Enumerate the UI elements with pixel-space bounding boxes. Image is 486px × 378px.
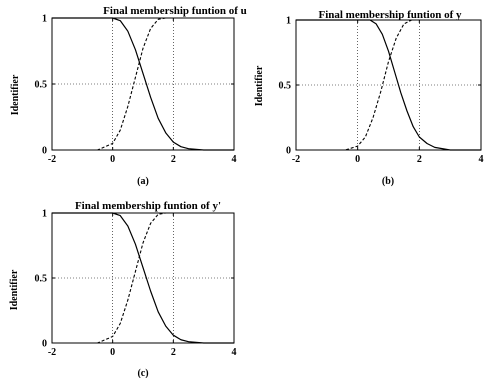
panel-a-plot xyxy=(35,14,237,166)
panel-c-caption: (c) xyxy=(137,368,149,378)
panel-b-ylabel: Identifier xyxy=(254,65,265,107)
panel-c-xtick-label-0: -2 xyxy=(47,347,57,358)
panel-c-xtick-label-3: 4 xyxy=(231,347,237,358)
panel-c-ytick-label-2: 1 xyxy=(42,208,47,220)
panel-a xyxy=(10,5,247,187)
panel-b-plot xyxy=(279,16,484,166)
panel-c-plot xyxy=(35,209,237,359)
panel-c-xtick-label-2: 2 xyxy=(170,347,176,358)
panel-a-xtick-label-3: 4 xyxy=(231,154,237,165)
panel-c-ytick-label-1: 0.5 xyxy=(34,273,47,285)
panel-b-ytick-label-1: 0.5 xyxy=(278,80,291,92)
panel-a-ytick-label-1: 0.5 xyxy=(34,79,47,91)
panel-a-xtick-label-0: -2 xyxy=(47,154,57,165)
panel-b-ytick-label-2: 1 xyxy=(286,15,291,27)
panel-a-ytick-label-2: 1 xyxy=(42,13,47,25)
panel-b-caption: (b) xyxy=(381,176,395,187)
panel-b-title: Final membership funtion of y xyxy=(318,9,462,21)
panel-c-ylabel: Identifier xyxy=(9,269,20,311)
panel-c-ytick-label-0: 0 xyxy=(42,338,47,350)
panel-c xyxy=(9,200,237,378)
panel-a-xtick-label-1: 0 xyxy=(110,154,116,165)
panel-a-xtick-label-2: 2 xyxy=(170,154,176,165)
panel-b-xtick-label-2: 2 xyxy=(416,154,422,165)
panel-b-ytick-label-0: 0 xyxy=(286,145,291,157)
panel-c-title: Final membership funtion of y' xyxy=(74,200,222,212)
panel-a-title: Final membership funtion of u xyxy=(103,5,247,17)
panel-a-ylabel: Identifier xyxy=(10,74,21,116)
panel-b-xtick-label-1: 0 xyxy=(355,154,361,165)
panel-b-xtick-label-0: -2 xyxy=(291,154,301,165)
panel-b xyxy=(254,9,484,187)
panel-b-xtick-label-3: 4 xyxy=(478,154,484,165)
panel-c-xtick-label-1: 0 xyxy=(110,347,116,358)
panel-a-caption: (a) xyxy=(137,176,149,187)
panel-a-ytick-label-0: 0 xyxy=(42,145,47,157)
